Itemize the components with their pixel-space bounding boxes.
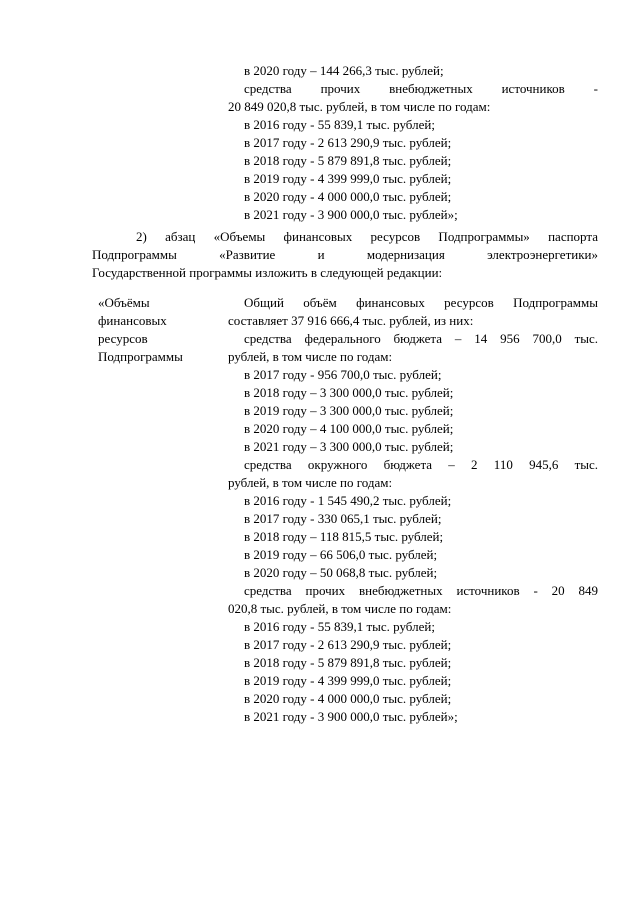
other-sources-line-1: средства прочих внебюджетных источников - — [244, 81, 598, 96]
other-sources-line-2: 20 849 020,8 тыс. рублей, в том числе по годам: — [228, 99, 491, 114]
year-line: в 2018 году - 5 879 891,8 тыс. рублей; — [244, 655, 452, 670]
amendment-line-3: Государственной программы изложить в следующей редакции: — [92, 265, 443, 280]
amendment-line-2: Подпрограммы «Развитие и модернизация электроэнергетики» — [92, 247, 598, 262]
label-line: Подпрограммы — [98, 349, 183, 364]
label-line: «Объёмы — [98, 295, 150, 310]
year-line: в 2019 году – 66 506,0 тыс. рублей; — [244, 547, 438, 562]
year-line: в 2016 году - 55 839,1 тыс. рублей; — [244, 117, 435, 132]
other-sources-line-2: 020,8 тыс. рублей, в том числе по годам: — [228, 601, 452, 616]
section-label — [98, 294, 218, 366]
year-line: в 2019 году – 3 300 000,0 тыс. рублей; — [244, 403, 454, 418]
year-line: в 2018 году - 5 879 891,8 тыс. рублей; — [244, 153, 452, 168]
year-line: в 2019 году - 4 399 999,0 тыс. рублей; — [244, 673, 452, 688]
year-line: в 2017 году - 2 613 290,9 тыс. рублей; — [244, 637, 452, 652]
year-line: в 2018 году – 118 815,5 тыс. рублей; — [244, 529, 444, 544]
year-line: в 2019 году - 4 399 999,0 тыс. рублей; — [244, 171, 452, 186]
year-line: в 2018 году – 3 300 000,0 тыс. рублей; — [244, 385, 454, 400]
year-line: в 2017 году - 2 613 290,9 тыс. рублей; — [244, 135, 452, 150]
year-line: в 2021 году – 3 300 000,0 тыс. рублей; — [244, 439, 454, 454]
year-line: в 2016 году - 1 545 490,2 тыс. рублей; — [244, 493, 452, 508]
amendment-line-1: 2) абзац «Объемы финансовых ресурсов Подпрограммы» паспорта — [136, 229, 598, 244]
other-sources-line-1: средства прочих внебюджетных источников - 20 849 — [244, 583, 598, 598]
top-continuation-block — [228, 62, 598, 224]
okrug-budget-line-2: рублей, в том числе по годам: — [228, 475, 393, 490]
year-line: в 2021 году - 3 900 000,0 тыс. рублей»; — [244, 709, 458, 724]
year-line: в 2020 году - 4 000 000,0 тыс. рублей; — [244, 189, 452, 204]
federal-budget-line-1: средства федерального бюджета – 14 956 700,0 тыс. — [244, 331, 598, 346]
year-line: в 2021 году - 3 900 000,0 тыс. рублей»; — [244, 207, 458, 222]
okrug-budget-line-1: средства окружного бюджета – 2 110 945,6 тыс. — [244, 457, 598, 472]
amendment-paragraph — [92, 228, 598, 282]
total-line-2: составляет 37 916 666,4 тыс. рублей, из них: — [228, 313, 474, 328]
label-line: финансовых — [98, 313, 167, 328]
year-line: в 2017 году - 956 700,0 тыс. рублей; — [244, 367, 442, 382]
section-content — [228, 294, 598, 726]
label-line: ресурсов — [98, 331, 148, 346]
year-line: в 2020 году – 50 068,8 тыс. рублей; — [244, 565, 438, 580]
federal-budget-line-2: рублей, в том числе по годам: — [228, 349, 393, 364]
total-line-1: Общий объём финансовых ресурсов Подпрограммы — [244, 295, 598, 310]
year-line: в 2020 году - 4 000 000,0 тыс. рублей; — [244, 691, 452, 706]
year-line: в 2016 году - 55 839,1 тыс. рублей; — [244, 619, 435, 634]
year-line: в 2020 году – 4 100 000,0 тыс. рублей; — [244, 421, 454, 436]
year-line: в 2017 году - 330 065,1 тыс. рублей; — [244, 511, 442, 526]
year-line: в 2020 году – 144 266,3 тыс. рублей; — [244, 63, 444, 78]
